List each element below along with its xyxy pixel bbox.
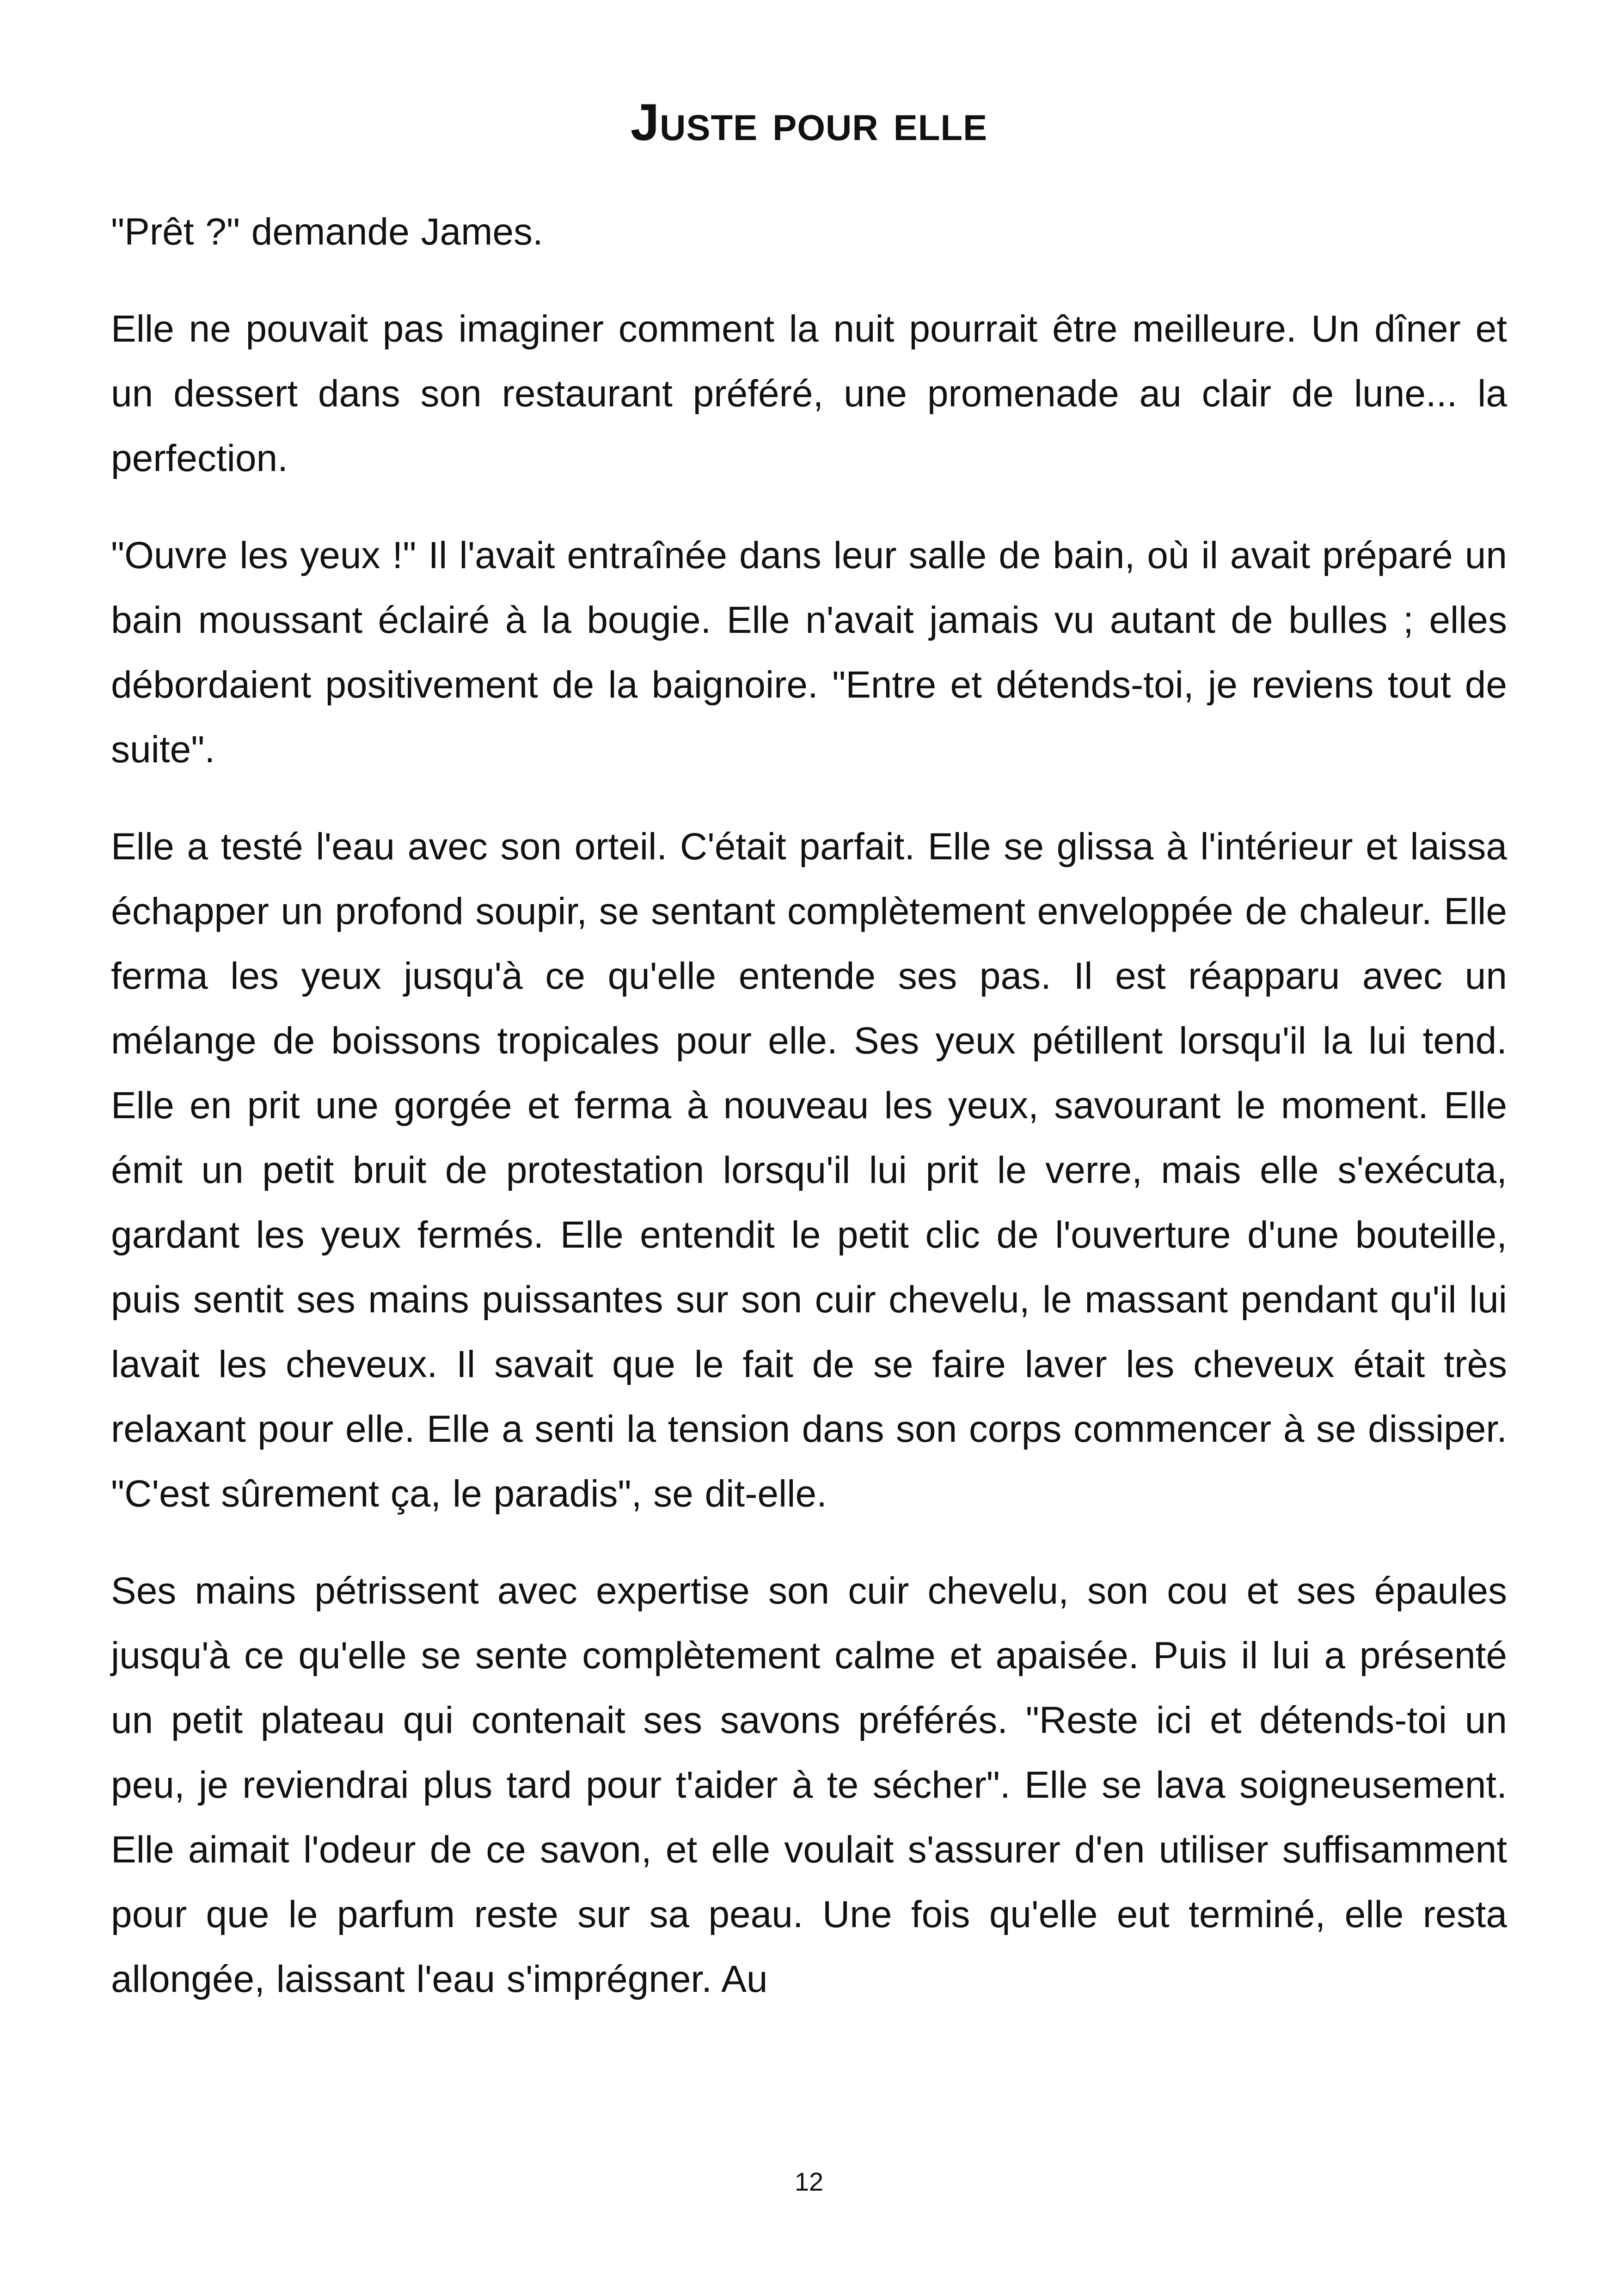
page-number: 12	[794, 2167, 824, 2196]
paragraph-4: Elle a testé l'eau avec son orteil. C'était parfait. Elle se glissa à l'intérieur et laissa échapper un profond soupir, se sentant complètement enveloppée de chaleur. Elle ferma les yeux jusqu'à ce qu'elle entende ses pas. Il est réapparu avec un mélange de boissons tropicales pour elle. Ses yeux pétillent lorsqu'il la lui tend. Elle en prit une gorgée et ferma à nouveau les yeux, savourant le moment. Elle émit un petit bruit de protestation lorsqu'il lui prit le verre, mais elle s'exécuta, gardant les yeux fermés. Elle entendit le petit clic de l'ouverture d'une bouteille, puis sentit ses mains puissantes sur son cuir chevelu, le massant pendant qu'il lui lavait les cheveux. Il savait que le fait de se faire laver les cheveux était très relaxant pour elle. Elle a senti la tension dans son corps commencer à se dissiper. "C'est sûrement ça, le paradis", se dit-elle.	[111, 826, 1507, 1515]
chapter-title: Juste pour elle	[630, 93, 988, 151]
paragraph-3: "Ouvre les yeux !" Il l'avait entraînée dans leur salle de bain, où il avait préparé un bain moussant éclairé à la bougie. Elle n'avait jamais vu autant de bulles ; elles débordaient positivement de la baignoire. "Entre et détends-toi, je reviens tout de suite".	[111, 534, 1507, 771]
body-text	[111, 200, 1507, 2044]
paragraph-2: Elle ne pouvait pas imaginer comment la nuit pourrait être meilleure. Un dîner et un dessert dans son restaurant préféré, une promenade au clair de lune... la perfection.	[111, 308, 1507, 479]
paragraph-5: Ses mains pétrissent avec expertise son cuir chevelu, son cou et ses épaules jusqu'à ce qu'elle se sente complètement calme et apaisée. Puis il lui a présenté un petit plateau qui contenait ses savons préférés. "Reste ici et détends-toi un peu, je reviendrai plus tard pour t'aider à te sécher". Elle se lava soigneusement. Elle aimait l'odeur de ce savon, et elle voulait s'assurer d'en utiliser suffisamment pour que le parfum reste sur sa peau. Une fois qu'elle eut terminé, elle resta allongée, laissant l'eau s'imprégner. Au	[111, 1570, 1507, 2000]
paragraph-1: "Prêt ?" demande James.	[111, 211, 543, 253]
